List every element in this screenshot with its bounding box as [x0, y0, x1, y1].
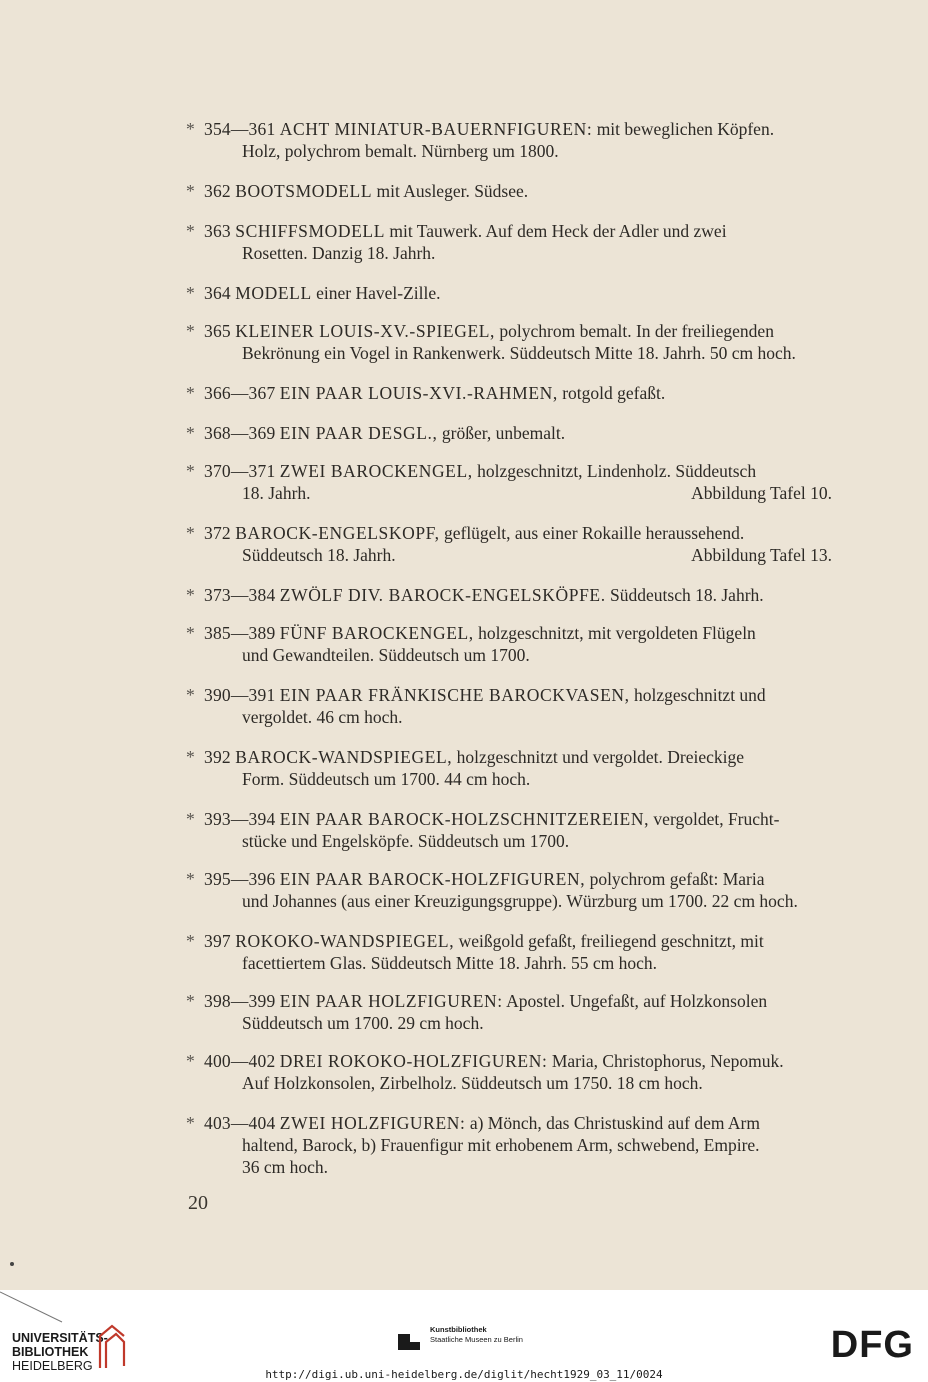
entry-first-line [186, 1112, 832, 1134]
continuation-text: Form. Süddeutsch um 1700. 44 cm hoch. [242, 769, 531, 789]
lot-number: 373—384 [204, 585, 276, 605]
catalog-entry [186, 746, 832, 790]
continuation-text: Süddeutsch um 1700. 29 cm hoch. [242, 1013, 484, 1033]
lot-title: EIN PAAR HOLZFIGUREN: [279, 991, 503, 1011]
entry-first-line [186, 422, 832, 444]
continuation-text: und Johannes (aus einer Kreuzigungsgruppe). Würzburg um 1700. 22 cm hoch. [242, 891, 798, 911]
kunstbibliothek-text [430, 1325, 523, 1345]
star-mark: * [186, 685, 195, 705]
entry-first-line [186, 746, 832, 768]
catalog-entry [186, 990, 832, 1034]
catalog-entry [186, 622, 832, 666]
entry-first-line [186, 460, 832, 482]
entry-first-line [186, 522, 832, 544]
lot-description: Maria, Christophorus, Nepomuk. [551, 1051, 784, 1071]
catalog-entry [186, 382, 832, 404]
page-number: 20 [188, 1192, 208, 1214]
catalog-entry [186, 422, 832, 444]
catalog-entry [186, 180, 832, 202]
entry-first-line [186, 118, 832, 140]
entry-first-line [186, 220, 832, 242]
lot-description: Apostel. Ungefaßt, auf Holzkonsolen [506, 991, 768, 1011]
entry-continuation [186, 952, 832, 974]
entry-continuation [186, 342, 832, 364]
lot-number: 368—369 [204, 423, 276, 443]
lot-number: 390—391 [204, 685, 276, 705]
continuation-text: haltend, Barock, b) Frauenfigur mit erhobenem Arm, schwebend, Empire. [242, 1135, 760, 1155]
continuation-text: Süddeutsch 18. Jahrh. [242, 545, 396, 565]
catalog-entry [186, 1050, 832, 1094]
lot-description: größer, unbemalt. [441, 423, 566, 443]
entry-continuation [186, 544, 832, 566]
catalog-entry [186, 460, 832, 504]
catalog-entry [186, 282, 832, 304]
entry-continuation [186, 242, 832, 264]
entry-first-line [186, 320, 832, 342]
lot-description: holzgeschnitzt und vergoldet. Dreieckige [456, 747, 744, 767]
entry-continuation [186, 830, 832, 852]
lot-number: 366—367 [204, 383, 276, 403]
star-mark: * [186, 623, 195, 643]
source-url: http://digi.ub.uni-heidelberg.de/diglit/hecht1929_03_11/0024 [265, 1368, 663, 1381]
lot-title: EIN PAAR LOUIS-XVI.-RAHMEN, [279, 383, 558, 403]
continuation-text: vergoldet. 46 cm hoch. [242, 707, 403, 727]
star-mark: * [186, 585, 195, 605]
continuation-text: Holz, polychrom bemalt. Nürnberg um 1800. [242, 141, 559, 161]
catalog-entry [186, 930, 832, 974]
continuation-text: facettiertem Glas. Süddeutsch Mitte 18. Jahrh. 55 cm hoch. [242, 953, 658, 973]
entry-first-line [186, 930, 832, 952]
entry-first-line [186, 1050, 832, 1072]
entry-continuation [186, 706, 832, 728]
lot-number: 397 [204, 931, 231, 951]
corner-line [0, 1290, 80, 1330]
ub-line1: UNIVERSITÄTS- [12, 1331, 108, 1345]
lot-description: mit Tauwerk. Auf dem Heck der Adler und zwei [389, 221, 727, 241]
lot-number: 400—402 [204, 1051, 276, 1071]
entry-continuation [186, 644, 832, 666]
lot-title: BOOTSMODELL [235, 181, 373, 201]
lot-number: 393—394 [204, 809, 276, 829]
catalog-entry [186, 522, 832, 566]
lot-number: 365 [204, 321, 231, 341]
entry-first-line [186, 180, 832, 202]
continuation-text: Rosetten. Danzig 18. Jahrh. [242, 243, 436, 263]
star-mark: * [186, 523, 195, 543]
lot-title: EIN PAAR DESGL., [279, 423, 438, 443]
plate-reference: Abbildung Tafel 13. [691, 545, 832, 565]
kunstbibliothek-logo-icon [396, 1330, 422, 1352]
lot-title: EIN PAAR BAROCK-HOLZFIGUREN, [279, 869, 586, 889]
lot-number: 372 [204, 523, 231, 543]
star-mark: * [186, 321, 195, 341]
lot-description: einer Havel-Zille. [316, 283, 441, 303]
lot-description: geflügelt, aus einer Rokaille heraussehend. [443, 523, 745, 543]
ub-heidelberg-logo-text [12, 1331, 108, 1373]
entry-first-line [186, 868, 832, 890]
lot-title: BAROCK-ENGELSKOPF, [235, 523, 440, 543]
continuation-text: Auf Holzkonsolen, Zirbelholz. Süddeutsch um 1750. 18 cm hoch. [242, 1073, 703, 1093]
lot-title: MODELL [235, 283, 312, 303]
lot-number: 398—399 [204, 991, 276, 1011]
lot-title: ROKOKO-WANDSPIEGEL, [235, 931, 455, 951]
catalog-entry [186, 320, 832, 364]
lot-title: ZWEI HOLZFIGUREN: [279, 1113, 466, 1133]
continuation-text: 18. Jahrh. [242, 483, 311, 503]
star-mark: * [186, 1113, 195, 1133]
lot-description: weißgold gefaßt, freiliegend geschnitzt, mit [458, 931, 764, 951]
star-mark: * [186, 423, 195, 443]
catalog-entry [186, 868, 832, 912]
ub-line3: HEIDELBERG [12, 1359, 93, 1373]
lot-title: FÜNF BAROCKENGEL, [279, 623, 474, 643]
lot-number: 395—396 [204, 869, 276, 889]
lot-title: SCHIFFSMODELL [235, 221, 386, 241]
kb-line2: Staatliche Museen zu Berlin [430, 1335, 523, 1344]
lot-description: mit beweglichen Köpfen. [596, 119, 775, 139]
catalog-entry [186, 1112, 832, 1178]
star-mark: * [186, 747, 195, 767]
catalog-entry [186, 584, 832, 606]
continuation-text: und Gewandteilen. Süddeutsch um 1700. [242, 645, 530, 665]
lot-title: KLEINER LOUIS-XV.-SPIEGEL, [235, 321, 496, 341]
continuation-text: Bekrönung ein Vogel in Rankenwerk. Süddeutsch Mitte 18. Jahrh. 50 cm hoch. [242, 343, 796, 363]
ub-line2: BIBLIOTHEK [12, 1345, 89, 1359]
entry-first-line [186, 282, 832, 304]
lot-title: ACHT MINIATUR-BAUERNFIGUREN: [279, 119, 593, 139]
entry-first-line [186, 684, 832, 706]
lot-title: DREI ROKOKO-HOLZFIGUREN: [279, 1051, 548, 1071]
entry-continuation [186, 1072, 832, 1094]
lot-number: 362 [204, 181, 231, 201]
star-mark: * [186, 461, 195, 481]
star-mark: * [186, 119, 195, 139]
lot-number: 364 [204, 283, 231, 303]
dfg-logo: DFG [830, 1324, 914, 1366]
catalog-entry [186, 220, 832, 264]
star-mark: * [186, 931, 195, 951]
star-mark: * [186, 869, 195, 889]
star-mark: * [186, 181, 195, 201]
entry-continuation-2: 36 cm hoch. [242, 1157, 329, 1177]
lot-title: BAROCK-WANDSPIEGEL, [235, 747, 453, 767]
entry-continuation [186, 1012, 832, 1034]
catalog-entry [186, 808, 832, 852]
catalog-entry [186, 118, 832, 162]
lot-number: 370—371 [204, 461, 276, 481]
lot-title: EIN PAAR FRÄNKISCHE BAROCKVASEN, [279, 685, 630, 705]
star-mark: * [186, 809, 195, 829]
lot-title: ZWEI BAROCKENGEL, [279, 461, 473, 481]
star-mark: * [186, 1051, 195, 1071]
entry-first-line [186, 382, 832, 404]
ub-logo-icon [96, 1322, 128, 1370]
entry-first-line [186, 584, 832, 606]
entry-continuation [186, 890, 832, 912]
star-mark: * [186, 991, 195, 1011]
lot-description: polychrom bemalt. In der freiliegenden [499, 321, 774, 341]
lot-number: 354—361 [204, 119, 276, 139]
lot-description: holzgeschnitzt und [633, 685, 766, 705]
lot-number: 403—404 [204, 1113, 276, 1133]
lot-number: 363 [204, 221, 231, 241]
kb-line1: Kunstbibliothek [430, 1325, 487, 1334]
lot-description: holzgeschnitzt, Lindenholz. Süddeutsch [477, 461, 757, 481]
lot-description: Süddeutsch 18. Jahrh. [610, 585, 764, 605]
entry-first-line [186, 622, 832, 644]
catalog-entry [186, 684, 832, 728]
star-mark: * [186, 383, 195, 403]
lot-title: ZWÖLF DIV. BAROCK-ENGELSKÖPFE. [279, 585, 606, 605]
lot-title: EIN PAAR BAROCK-HOLZSCHNITZEREIEN, [279, 809, 650, 829]
lot-description: polychrom gefaßt: Maria [589, 869, 765, 889]
lot-description: holzgeschnitzt, mit vergoldeten Flügeln [478, 623, 756, 643]
plate-reference: Abbildung Tafel 10. [691, 483, 832, 503]
entry-continuation [186, 768, 832, 790]
speck [10, 1262, 14, 1266]
lot-number: 385—389 [204, 623, 276, 643]
entry-first-line [186, 808, 832, 830]
entry-continuation [186, 1134, 832, 1156]
lot-description: vergoldet, Frucht- [653, 809, 780, 829]
entry-continuation [186, 482, 832, 504]
lot-description: a) Mönch, das Christuskind auf dem Arm [469, 1113, 760, 1133]
entry-continuation [186, 140, 832, 162]
lot-number: 392 [204, 747, 231, 767]
lot-description: mit Ausleger. Südsee. [376, 181, 529, 201]
entry-first-line [186, 990, 832, 1012]
star-mark: * [186, 283, 195, 303]
continuation-text: stücke und Engelsköpfe. Süddeutsch um 1700. [242, 831, 570, 851]
star-mark: * [186, 221, 195, 241]
lot-description: rotgold gefaßt. [562, 383, 666, 403]
